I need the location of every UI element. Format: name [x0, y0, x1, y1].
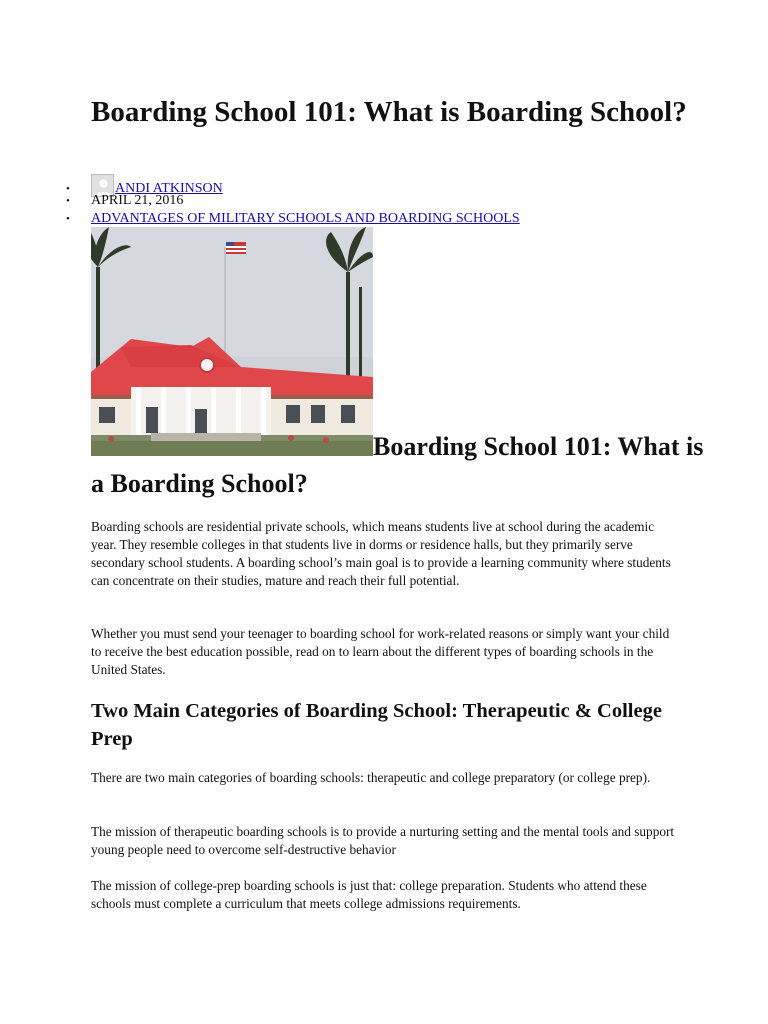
post-date: APRIL 21, 2016 [91, 193, 184, 208]
meta-category-item [66, 210, 520, 228]
list-bullet: • [66, 195, 70, 207]
therapeutic-paragraph: The mission of therapeutic boarding schools is to provide a nurturing setting and the mental tools and support young people need to overcome self-destructive behavior [91, 824, 675, 857]
college-prep-paragraph: The mission of college-prep boarding schools is just that: college preparation. Students who attend these schools must complete a curriculum that meets college admissions requirements. [91, 878, 647, 911]
list-bullet: • [66, 183, 70, 195]
intro-paragraph: Boarding schools are residential private schools, which means students live at school during the academic year. They resemble colleges in that students live in dorms or residence halls, but they primarily serve secondary school students. A boarding school’s main goal is to provide a learning community where students can concentrate on their studies, mature and reach their full potential. [91, 519, 671, 588]
section-heading [91, 428, 711, 502]
reasons-paragraph: Whether you must send your teenager to boarding school for work-related reasons or simply want your child to receive the best education possible, read on to learn about the different types of boarding schools in the United States. [91, 626, 670, 677]
list-bullet: • [66, 213, 70, 225]
section-heading-text: Boarding School 101: What is a Boarding School? [91, 432, 704, 498]
author-link[interactable]: ANDI ATKINSON [115, 181, 223, 196]
categories-paragraph: There are two main categories of boarding schools: therapeutic and college preparatory (or college prep). [91, 770, 651, 785]
hero-image [91, 227, 373, 456]
article-title: Boarding School 101: What is Boarding School? [91, 96, 687, 128]
categories-heading: Two Main Categories of Boarding School: Therapeutic & College Prep [91, 700, 662, 750]
meta-date-item [66, 192, 184, 210]
category-link[interactable]: ADVANTAGES OF MILITARY SCHOOLS AND BOARDING SCHOOLS [91, 211, 520, 226]
